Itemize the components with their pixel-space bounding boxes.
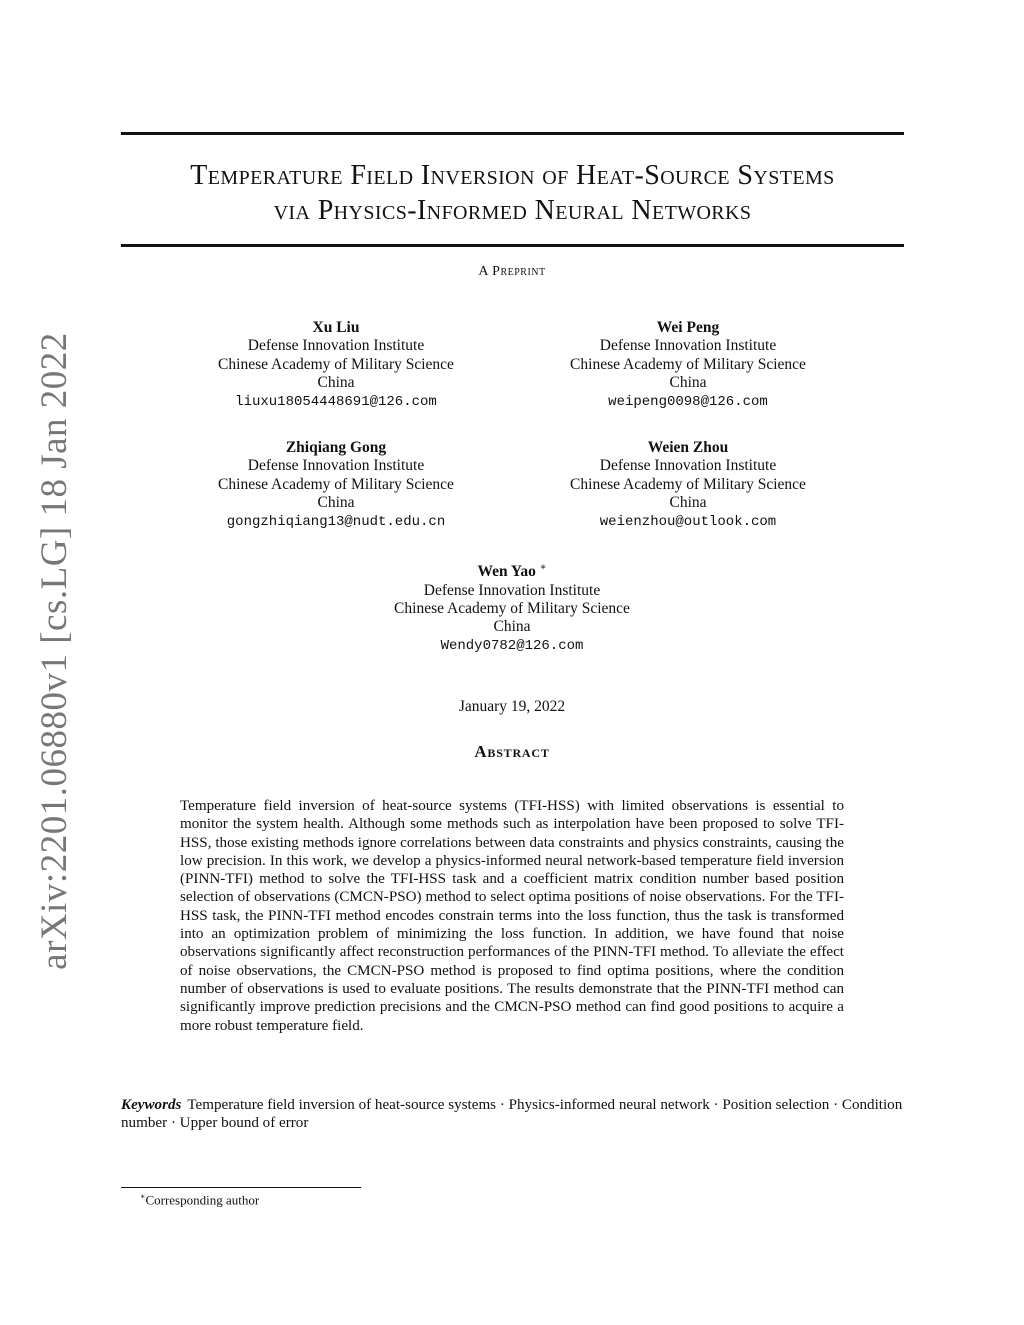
author-block-2 bbox=[508, 319, 868, 411]
author-email[interactable]: weipeng0098@126.com bbox=[608, 393, 768, 410]
author-email[interactable]: liuxu18054448691@126.com bbox=[235, 393, 437, 410]
footnote-text: Corresponding author bbox=[145, 1192, 260, 1208]
author-name: Wen Yao bbox=[477, 563, 536, 581]
author-email[interactable]: gongzhiqiang13@nudt.edu.cn bbox=[226, 513, 446, 530]
author-country: China bbox=[317, 494, 355, 512]
author-country: China bbox=[317, 374, 355, 392]
author-block-3 bbox=[156, 439, 516, 531]
author-name: Wei Peng bbox=[656, 319, 720, 336]
author-block-1 bbox=[156, 319, 516, 411]
title-line-1: Temperature Field Inversion of Heat-Source Systems bbox=[190, 160, 835, 191]
author-country: China bbox=[669, 374, 707, 392]
footnote-rule bbox=[121, 1187, 361, 1188]
corresponding-author-mark[interactable]: ∗ bbox=[539, 562, 547, 573]
author-dept: Defense Innovation Institute bbox=[247, 337, 425, 355]
author-org: Chinese Academy of Military Science bbox=[218, 355, 454, 373]
title-bottom-rule bbox=[121, 244, 904, 247]
author-org: Chinese Academy of Military Science bbox=[570, 475, 806, 493]
author-email[interactable]: Wendy0782@126.com bbox=[440, 637, 584, 654]
author-org: Chinese Academy of Military Science bbox=[218, 475, 454, 493]
publication-date: January 19, 2022 bbox=[458, 698, 566, 715]
author-org: Chinese Academy of Military Science bbox=[394, 599, 630, 617]
title-top-rule bbox=[121, 132, 904, 135]
footnote bbox=[140, 1192, 259, 1208]
author-dept: Defense Innovation Institute bbox=[247, 457, 425, 475]
author-block-4 bbox=[508, 439, 868, 531]
author-name: Xu Liu bbox=[312, 319, 360, 336]
title-line-2: via Physics-Informed Neural Networks bbox=[273, 195, 752, 226]
preprint-label: A Preprint bbox=[478, 264, 546, 279]
author-dept: Defense Innovation Institute bbox=[599, 337, 777, 355]
keywords-text: Temperature field inversion of heat-source systems · Physics-informed neural network · Position selection · Condition number · Upper bound of error bbox=[121, 1097, 903, 1132]
author-country: China bbox=[669, 494, 707, 512]
author-org: Chinese Academy of Military Science bbox=[570, 355, 806, 373]
author-email[interactable]: weienzhou@outlook.com bbox=[599, 513, 777, 530]
author-name: Weien Zhou bbox=[647, 439, 729, 456]
author-name: Zhiqiang Gong bbox=[285, 439, 387, 456]
abstract-heading: Abstract bbox=[474, 742, 550, 761]
author-block-5 bbox=[332, 559, 692, 655]
paper-title bbox=[121, 158, 904, 228]
author-country: China bbox=[493, 618, 531, 636]
footnote-mark: ∗ bbox=[140, 1192, 146, 1201]
author-dept: Defense Innovation Institute bbox=[599, 457, 777, 475]
author-dept: Defense Innovation Institute bbox=[423, 581, 601, 599]
arxiv-identifier-stamp: arXiv:2201.06880v1 [cs.LG] 18 Jan 2022 bbox=[34, 332, 75, 970]
abstract-text: Temperature field inversion of heat-source systems (TFI-HSS) with limited observations is essential to monitor the system health. Although some methods such as interpolation have been proposed to solve TFI-HSS, those existing methods ignore correlations between data constraints and physics constraints, causing the low precision. In this work, we develop a physics-informed neural network-based temperature field inversion (PINN-TFI) method to solve the TFI-HSS task and a coefficient matrix condition number based position selection of observations (CMCN-PSO) method to select optima positions of noise observations. For the TFI-HSS task, the PINN-TFI method encodes constrain terms into the loss function, thus the task is transformed into an optimization problem of minimizing the loss function. In addition, we have found that noise observations significantly affect reconstruction performances of the PINN-TFI method. To alleviate the effect of noise observations, the CMCN-PSO method is proposed to find optima positions, where the condition number of observations is used to evaluate positions. The results demonstrate that the PINN-TFI method can significantly improve prediction precisions and the CMCN-PSO method can find good positions to acquire a more robust temperature field. bbox=[180, 798, 844, 1034]
keywords-label: Keywords bbox=[121, 1097, 182, 1113]
keywords-section bbox=[121, 1096, 904, 1133]
